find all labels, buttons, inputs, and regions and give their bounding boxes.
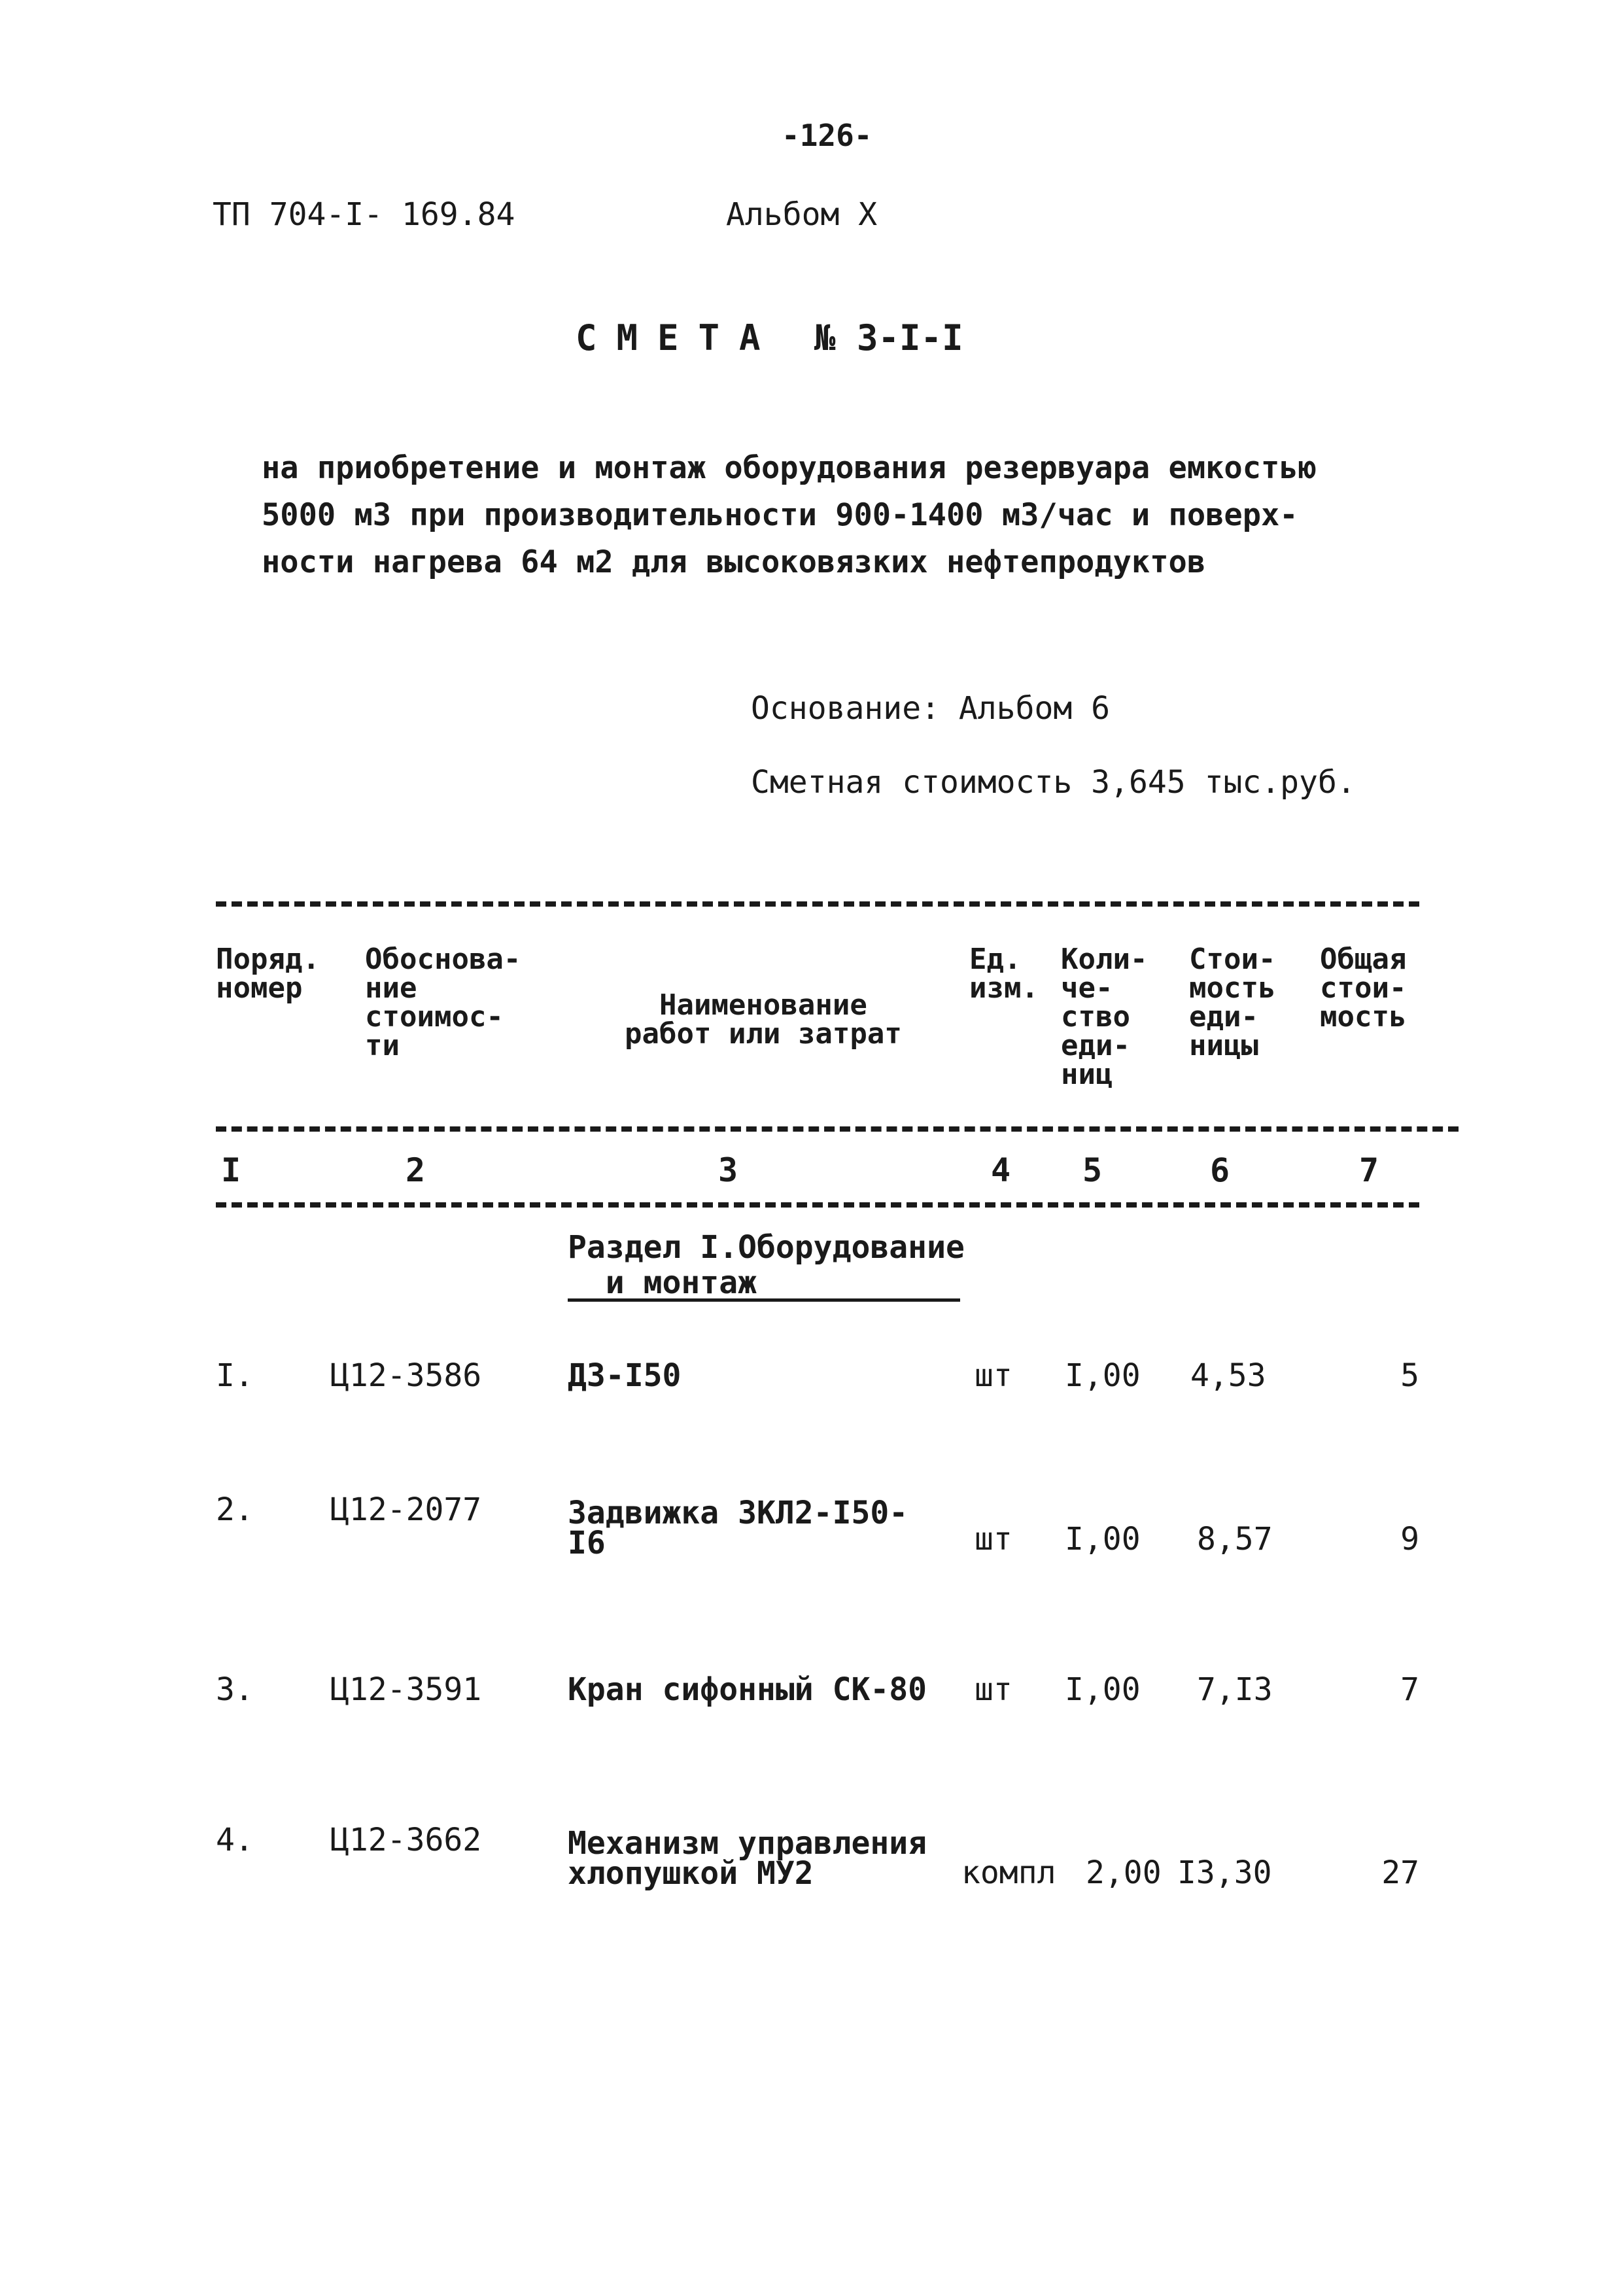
section-underline (568, 1298, 960, 1302)
row-unit-cost: 8,57 (1197, 1521, 1273, 1557)
row-unit: шт (975, 1357, 1012, 1394)
header-quantity: Коли- че- ство еди- ниц (1061, 943, 1148, 1091)
row-work-name: Кран сифонный СК-80 (568, 1671, 927, 1708)
description-line: ности нагрева 64 м2 для высоковязких нефтепродуктов (262, 544, 1206, 580)
page-number: -126- (782, 118, 872, 153)
header-work-name: Наименование работ или затрат (625, 988, 902, 1051)
row-quantity: 2,00 (1086, 1854, 1162, 1891)
section-title: Раздел I.Оборудование и монтаж (568, 1229, 965, 1301)
row-unit: шт (975, 1671, 1012, 1708)
row-unit: компл (961, 1854, 1056, 1891)
row-work-name: Задвижка ЗКЛ2-I50- I6 (568, 1495, 908, 1561)
row-cost-basis: Ц12-3662 (330, 1822, 482, 1858)
row-work-name: Д3-I50 (568, 1357, 682, 1394)
row-total: 27 (1381, 1854, 1419, 1891)
document-title: СМЕТА (576, 317, 780, 358)
document-code: ТП 704-I- 169.84 (213, 196, 515, 233)
row-quantity: I,00 (1065, 1671, 1141, 1708)
column-number: 7 (1359, 1151, 1379, 1189)
column-number: 6 (1210, 1151, 1230, 1189)
row-quantity: I,00 (1065, 1521, 1141, 1557)
estimate-number: № 3-I-I (814, 317, 963, 358)
row-cost-basis: Ц12-3586 (330, 1357, 482, 1394)
basis-note: Основание: Альбом 6 (751, 690, 1111, 727)
estimate-description (262, 445, 1373, 586)
row-total: 5 (1400, 1357, 1419, 1394)
row-cost-basis: Ц12-2077 (330, 1491, 482, 1528)
row-work-name: Механизм управления хлопушкой МУ2 (568, 1825, 927, 1892)
row-unit-cost: 7,I3 (1197, 1671, 1273, 1708)
column-number: 4 (991, 1151, 1011, 1189)
column-number-rule (216, 1202, 1419, 1208)
row-quantity: I,00 (1065, 1357, 1141, 1394)
album-label: Альбом X (726, 196, 878, 233)
row-number: 2. (216, 1491, 254, 1528)
header-total-cost: Общая стои- мость (1320, 943, 1407, 1034)
header-cost-basis: Обоснова- ние стоимос- ти (365, 943, 521, 1062)
row-number: 3. (216, 1671, 254, 1708)
row-cost-basis: Ц12-3591 (330, 1671, 482, 1708)
column-number: 2 (406, 1151, 426, 1189)
row-number: I. (216, 1357, 254, 1394)
table-top-rule (216, 901, 1419, 907)
header-unit-cost: Стои- мость еди- ницы (1189, 943, 1276, 1062)
column-number: 5 (1082, 1151, 1103, 1189)
estimated-cost: Сметная стоимость 3,645 тыс.руб. (751, 764, 1356, 801)
header-order-number: Поряд. номер (216, 943, 320, 1005)
column-number: I (221, 1151, 241, 1189)
row-total: 9 (1400, 1521, 1419, 1557)
row-total: 7 (1400, 1671, 1419, 1708)
row-number: 4. (216, 1822, 254, 1858)
header-unit: Ед. изм. (969, 943, 1039, 1005)
description-line: на приобретение и монтаж оборудования резервуара емкостью (262, 450, 1317, 486)
row-unit-cost: 4,53 (1190, 1357, 1266, 1394)
row-unit: шт (975, 1521, 1012, 1557)
row-unit-cost: I3,30 (1177, 1854, 1272, 1891)
description-line: 5000 м3 при производительности 900-1400 м3/час и поверх- (262, 497, 1298, 533)
header-bottom-rule (216, 1126, 1459, 1132)
column-number: 3 (718, 1151, 738, 1189)
